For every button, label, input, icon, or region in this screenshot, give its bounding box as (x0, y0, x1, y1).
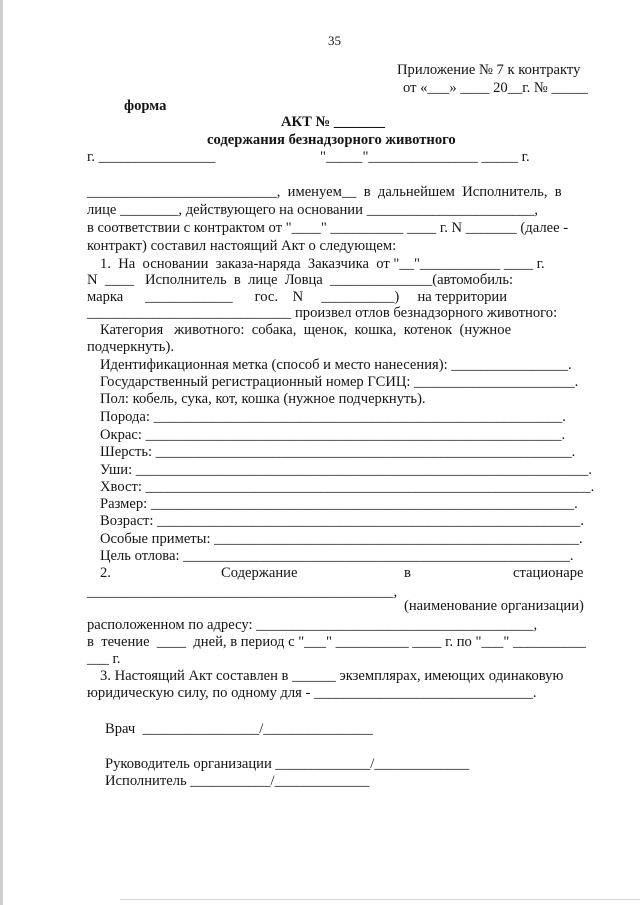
body-line: Возраст: __________________________________________________________. (100, 513, 584, 529)
organization-line: __________________________________________, (87, 584, 398, 600)
page-number: 35 (328, 33, 341, 48)
body-line: в соответствии с контрактом от "____" __________ ____ г. N _______ (далее - (87, 220, 569, 236)
body-line: Порода: ________________________________________________________. (100, 409, 566, 425)
section-2-word-stationary: стационаре (513, 565, 584, 581)
city-field: г. ________________ (87, 149, 216, 165)
body-line: Особые приметы: __________________________________________________. (100, 531, 583, 547)
organization-caption: (наименование организации) (404, 598, 584, 614)
body-line: ____________________________ произвел отлов безнадзорного животного: (87, 305, 558, 321)
body-line: марка ____________ гос. N __________) на территории (87, 289, 508, 305)
body-line: Окрас: _________________________________________________________. (100, 427, 566, 443)
body-line: Категория животного: собака, щенок, кошка, котенок (нужное (100, 322, 512, 338)
signature-executor: Исполнитель ___________/_____________ (105, 773, 370, 789)
body-line: N ____ Исполнитель в лице Ловца ______________(автомобиль: (87, 272, 514, 288)
section-2-number: 2. (100, 565, 111, 581)
date-field: "_____"_______________ _____ г. (320, 149, 530, 165)
body-line: Шерсть: _________________________________________________________. (100, 444, 576, 460)
body-line: 3. Настоящий Акт составлен в ______ экземплярах, имеющих одинаковую (100, 668, 564, 684)
signature-doctor: Врач ________________/_______________ (105, 721, 373, 737)
act-title: АКТ № _______ (281, 114, 385, 130)
body-line: Государственный регистрационный номер ГСИЦ: ______________________. (100, 374, 579, 390)
section-2-word-maintenance: Содержание (221, 565, 298, 581)
body-line: Идентификационная метка (способ и место нанесения): ________________. (100, 357, 572, 373)
form-label: форма (124, 98, 167, 114)
body-line: контракт) составил настоящий Акт о следующем: (87, 238, 397, 254)
body-line: Цель отлова: _____________________________________________________. (100, 548, 574, 564)
section-2-word-in: в (404, 565, 411, 581)
scan-bottom-edge (120, 899, 640, 900)
body-line: __________________________, именуем__ в дальнейшем Исполнитель, в (87, 184, 562, 200)
body-line: 1. На основании заказа-наряда Заказчика от "__"___________ ____ г. (100, 256, 545, 272)
signature-head: Руководитель организации _____________/_____________ (105, 756, 470, 772)
appendix-date-line: от «___» ____ 20__г. № _____ (403, 80, 588, 96)
body-line: Пол: кобель, сука, кот, кошка (нужное подчеркнуть). (100, 391, 426, 407)
body-line: Размер: __________________________________________________________. (100, 496, 578, 512)
body-line: ___ г. (87, 651, 121, 667)
scan-left-edge (0, 0, 3, 905)
body-line: в течение ____ дней, в период с "___" __________ ____ г. по "___" __________ (87, 634, 586, 650)
body-line: лице ________, действующего на основании _______________________, (87, 202, 539, 218)
act-subtitle: содержания безнадзорного животного (207, 132, 456, 148)
appendix-title: Приложение № 7 к контракту (397, 62, 581, 78)
body-line: юридическую силу, по одному для - ______________________________. (87, 685, 537, 701)
body-line: расположенном по адресу: ______________________________________, (87, 617, 538, 633)
body-line: подчеркнуть). (87, 339, 174, 355)
body-line: Уши: ______________________________________________________________. (100, 462, 592, 478)
body-line: Хвост: _____________________________________________________________. (100, 479, 595, 495)
